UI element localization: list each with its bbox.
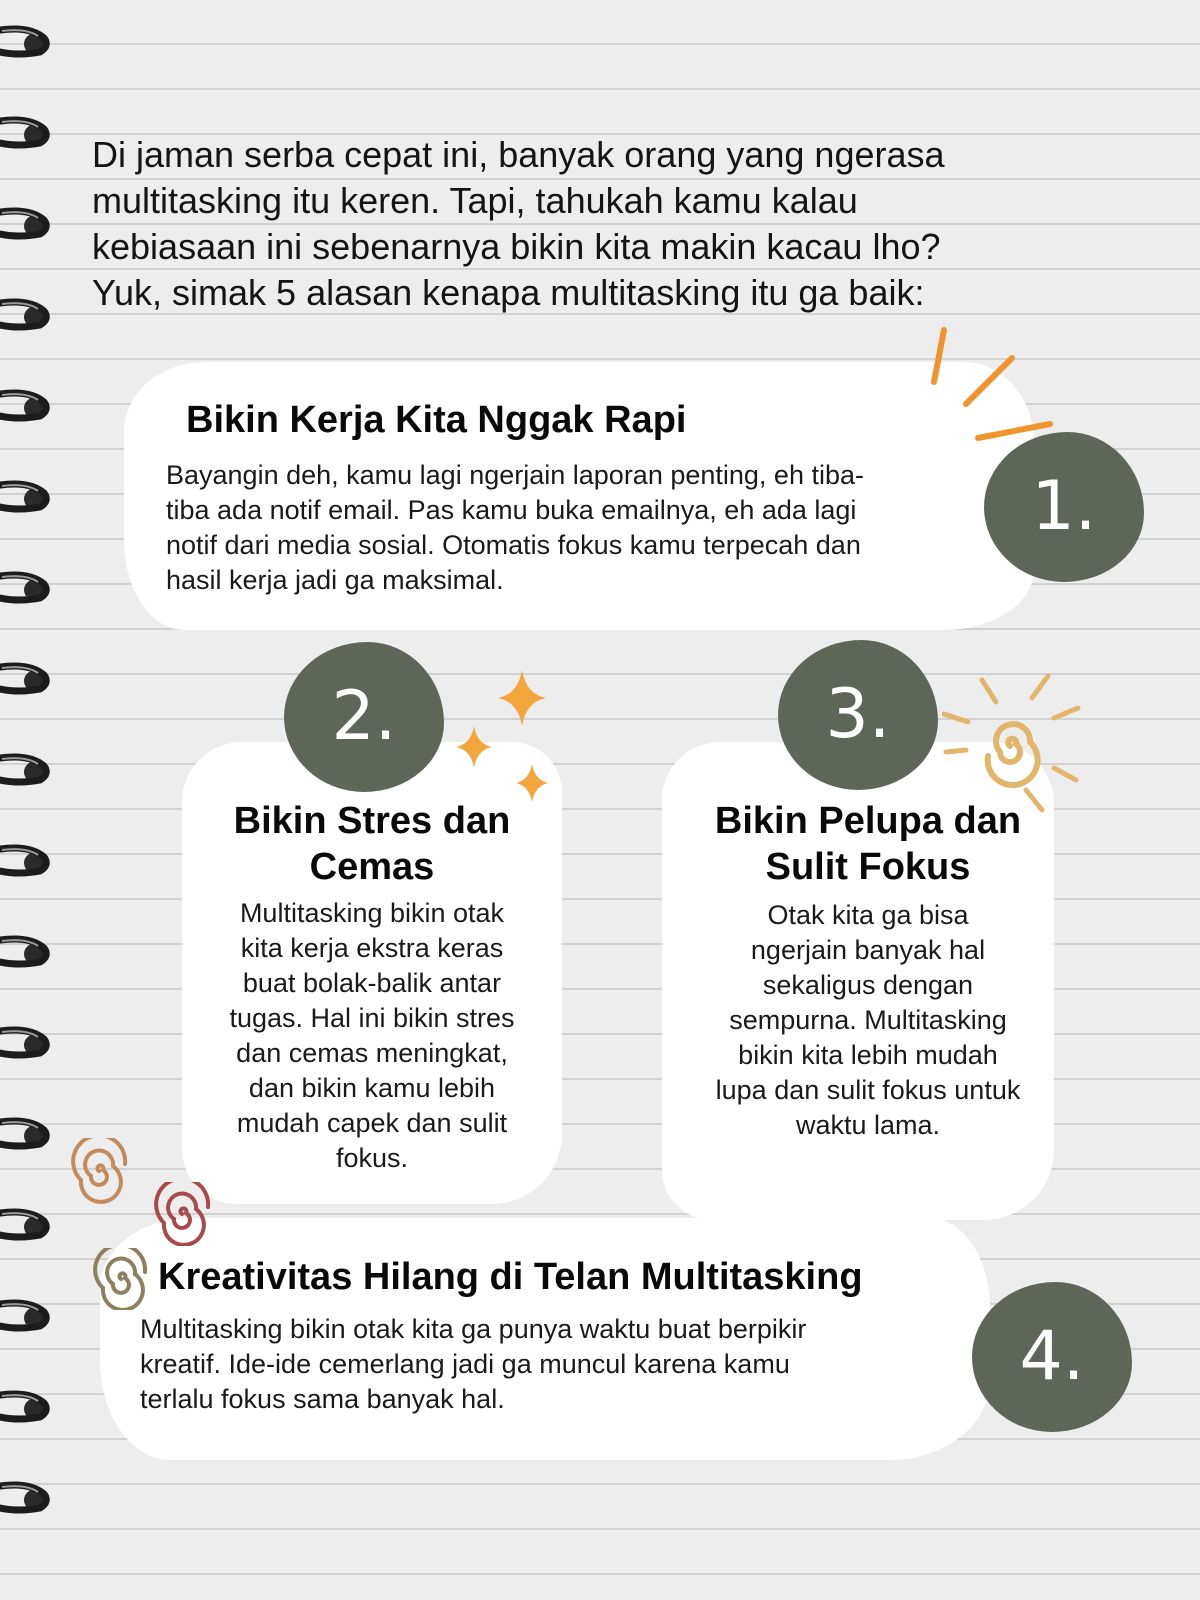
text-line: tugas. Hal ini bikin stres	[229, 1003, 515, 1033]
text-line: sekaligus dengan	[762, 970, 974, 1000]
text-line: tiba ada notif email. Pas kamu buka emailnya, eh ada lagi	[166, 495, 857, 525]
text-line: mudah capek dan sulit	[236, 1108, 508, 1138]
text-line: Bayangin deh, kamu lagi ngerjain laporan penting, eh tiba-	[166, 460, 864, 490]
text-line: notif dari media sosial. Otomatis fokus kamu terpecah dan	[166, 530, 861, 560]
intro-line: Di jaman serba cepat ini, banyak orang yang ngerasa	[92, 134, 945, 175]
title-line: Sulit Fokus	[765, 846, 971, 888]
sparkle-stars-icon	[440, 664, 570, 804]
reason-title-4: Kreativitas Hilang di Telan Multitasking	[158, 1256, 863, 1298]
binding-ring-icon	[0, 386, 58, 428]
badge-number: 2.	[331, 677, 397, 756]
binding-ring-icon	[0, 477, 58, 519]
text-line: Otak kita ga bisa	[767, 900, 969, 930]
binding-ring-icon	[0, 568, 58, 610]
binding-ring-icon	[0, 1296, 58, 1338]
intro-line: multitasking itu keren. Tapi, tahukah kamu kalau	[92, 180, 858, 221]
reason-title-2	[182, 798, 562, 890]
reason-text-4	[140, 1312, 960, 1417]
number-badge-1	[984, 432, 1144, 582]
binding-ring-icon	[0, 295, 58, 337]
number-badge-4	[972, 1282, 1132, 1432]
spiral-doodle-icon	[66, 1138, 132, 1204]
spiral-doodle-icon	[90, 1248, 152, 1310]
spiral-doodle-icon	[150, 1182, 214, 1246]
number-badge-2	[284, 642, 444, 792]
intro-line: kebiasaan ini sebenarnya bikin kita makin kacau lho?	[92, 226, 941, 267]
intro-paragraph	[92, 132, 1092, 316]
reason-title-1: Bikin Kerja Kita Nggak Rapi	[186, 399, 687, 441]
text-line: waktu lama.	[795, 1110, 941, 1140]
text-line: kreatif. Ide-ide cemerlang jadi ga muncul karena kamu	[140, 1349, 790, 1379]
reason-text-1	[166, 458, 996, 598]
title-line: Bikin Stres dan	[233, 800, 511, 842]
text-line: fokus.	[335, 1143, 409, 1173]
text-line: bikin kita lebih mudah	[738, 1040, 998, 1070]
text-line: dan cemas meningkat,	[236, 1038, 508, 1068]
reason-title-3	[668, 798, 1068, 890]
intro-line: Yuk, simak 5 alasan kenapa multitasking itu ga baik:	[92, 272, 925, 313]
text-line: hasil kerja jadi ga maksimal.	[166, 565, 504, 595]
binding-ring-icon	[0, 113, 58, 155]
text-line: ngerjain banyak hal	[750, 935, 986, 965]
text-line: sempurna. Multitasking	[729, 1005, 1007, 1035]
number-badge-3	[778, 640, 938, 790]
text-line: dan bikin kamu lebih	[248, 1073, 496, 1103]
text-line: Multitasking bikin otak	[239, 898, 505, 928]
reason-text-2	[196, 896, 548, 1176]
text-line: Multitasking bikin otak kita ga punya waktu buat berpikir	[140, 1314, 807, 1344]
badge-number: 4.	[1019, 1317, 1085, 1396]
title-line: Cemas	[309, 846, 435, 888]
binding-ring-icon	[0, 204, 58, 246]
orange-burst-icon	[926, 326, 1056, 446]
badge-number: 3.	[825, 675, 891, 754]
binding-ring-icon	[0, 841, 58, 883]
binding-ring-icon	[0, 1114, 58, 1156]
binding-ring-icon	[0, 750, 58, 792]
binding-ring-icon	[0, 659, 58, 701]
binding-ring-icon	[0, 22, 58, 64]
binding-ring-icon	[0, 1387, 58, 1429]
text-line: terlalu fokus sama banyak hal.	[140, 1384, 505, 1414]
text-line: lupa dan sulit fokus untuk	[715, 1075, 1021, 1105]
title-line: Bikin Pelupa dan	[714, 800, 1022, 842]
text-line: buat bolak-balik antar	[242, 968, 502, 998]
text-line: kita kerja ekstra keras	[240, 933, 504, 963]
binding-ring-icon	[0, 1023, 58, 1065]
binding-ring-icon	[0, 1478, 58, 1520]
binding-ring-icon	[0, 932, 58, 974]
binding-ring-icon	[0, 1205, 58, 1247]
badge-number: 1.	[1031, 467, 1097, 546]
reason-text-3	[678, 898, 1058, 1143]
